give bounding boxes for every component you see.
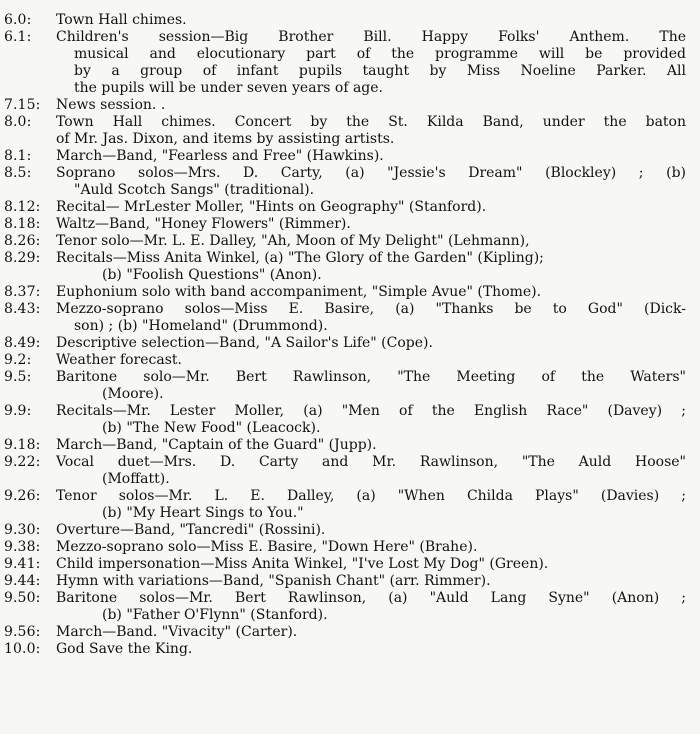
entry-description — [56, 216, 686, 233]
programme-entry — [4, 199, 686, 216]
programme-entry — [4, 488, 686, 522]
entry-line: the pupils will be under seven years of age. — [74, 80, 383, 96]
entry-time: 9.5: — [4, 369, 32, 385]
entry-line: (b) "The New Food" (Leacock). — [102, 420, 321, 436]
entry-line: March—Band, "Captain of the Guard" (Jupp). — [56, 437, 377, 453]
entry-line: Baritone solo—Mr. Bert Rawlinson, "The Meeting of the Waters" — [56, 369, 686, 385]
programme-entry — [4, 369, 686, 403]
entry-description — [56, 369, 686, 403]
entry-line: (b) "Foolish Questions" (Anon). — [102, 267, 322, 283]
programme-entry — [4, 250, 686, 284]
entry-time: 9.26: — [4, 488, 41, 504]
entry-time: 9.44: — [4, 573, 41, 589]
entry-time: 9.18: — [4, 437, 41, 453]
entry-time: 8.5: — [4, 165, 32, 181]
entry-description — [56, 114, 686, 148]
programme-entry — [4, 148, 686, 165]
entry-line: March—Band. "Vivacity" (Carter). — [56, 624, 298, 640]
entry-line: Tenor solo—Mr. L. E. Dalley, "Ah, Moon of My Delight" (Lehmann), — [56, 233, 530, 249]
entry-description — [56, 335, 686, 352]
entry-description — [56, 488, 686, 522]
entry-line: Mezzo-soprano solos—Miss E. Basire, (a) "Thanks be to God" (Dick- — [56, 301, 686, 317]
entry-description — [56, 29, 686, 97]
programme-entry — [4, 114, 686, 148]
entry-description — [56, 250, 686, 284]
entry-description — [56, 233, 686, 250]
entry-line: Overture—Band, "Tancredi" (Rossini). — [56, 522, 326, 538]
programme-entry — [4, 216, 686, 233]
programme-entry — [4, 97, 686, 114]
entry-time: 9.2: — [4, 352, 32, 368]
entry-description — [56, 539, 686, 556]
programme-entry — [4, 29, 686, 97]
entry-line: Waltz—Band, "Honey Flowers" (Rimmer). — [56, 216, 351, 232]
entry-line: Hymn with variations—Band, "Spanish Chant" (arr. Rimmer). — [56, 573, 491, 589]
entry-description — [56, 352, 686, 369]
entry-line: musical and elocutionary part of the programme will be provided — [74, 46, 686, 62]
programme-entry — [4, 454, 686, 488]
entry-time: 9.41: — [4, 556, 41, 572]
entry-description — [56, 97, 686, 114]
entry-line: son) ; (b) "Homeland" (Drummond). — [74, 318, 328, 334]
programme-entry — [4, 301, 686, 335]
entry-line: Recital— MrLester Moller, "Hints on Geography" (Stanford). — [56, 199, 487, 215]
entry-time: 9.22: — [4, 454, 41, 470]
entry-line: March—Band, "Fearless and Free" (Hawkins). — [56, 148, 384, 164]
entry-description — [56, 437, 686, 454]
entry-line: Weather forecast. — [56, 352, 182, 368]
entry-line: (Moore). — [102, 386, 164, 402]
programme-entry — [4, 556, 686, 573]
programme-entry — [4, 165, 686, 199]
entry-line: Vocal duet—Mrs. D. Carty and Mr. Rawlinson, "The Auld Hoose" — [56, 454, 686, 470]
entry-line: Town Hall chimes. Concert by the St. Kilda Band, under the baton — [56, 114, 686, 130]
entry-line: Soprano solos—Mrs. D. Carty, (a) "Jessie's Dream" (Blockley) ; (b) — [56, 165, 686, 181]
entry-line: Euphonium solo with band accompaniment, "Simple Avue" (Thome). — [56, 284, 542, 300]
entry-time: 8.1: — [4, 148, 32, 164]
entry-time: 9.30: — [4, 522, 41, 538]
entry-line: News session. . — [56, 97, 166, 113]
entry-description — [56, 624, 686, 641]
entry-description — [56, 148, 686, 165]
entry-time: 10.0: — [4, 641, 41, 657]
entry-time: 9.9: — [4, 403, 32, 419]
programme-entry — [4, 233, 686, 250]
entry-line: of Mr. Jas. Dixon, and items by assisting artists. — [56, 131, 395, 147]
programme-entry — [4, 522, 686, 539]
entry-time: 6.0: — [4, 12, 32, 28]
entry-time: 8.37: — [4, 284, 41, 300]
programme-entry — [4, 539, 686, 556]
entry-time: 7.15: — [4, 97, 41, 113]
entry-line: Recitals—Mr. Lester Moller, (a) "Men of the English Race" (Davey) ; — [56, 403, 686, 419]
entry-description — [56, 199, 686, 216]
entry-time: 8.26: — [4, 233, 41, 249]
entry-time: 9.50: — [4, 590, 41, 606]
entry-description — [56, 284, 686, 301]
entry-description — [56, 573, 686, 590]
entry-time: 8.0: — [4, 114, 32, 130]
programme-entry — [4, 624, 686, 641]
entry-line: God Save the King. — [56, 641, 193, 657]
entry-description — [56, 590, 686, 624]
entry-time: 8.18: — [4, 216, 41, 232]
entry-time: 9.56: — [4, 624, 41, 640]
entry-line: by a group of infant pupils taught by Miss Noeline Parker. All — [74, 63, 686, 79]
entry-line: Children's session—Big Brother Bill. Happy Folks' Anthem. The — [56, 29, 686, 45]
entry-description — [56, 12, 686, 29]
entry-line: Recitals—Miss Anita Winkel, (a) "The Glory of the Garden" (Kipling); — [56, 250, 544, 266]
entry-description — [56, 403, 686, 437]
programme-list — [4, 12, 686, 658]
programme-entry — [4, 12, 686, 29]
entry-line: (b) "My Heart Sings to You." — [102, 505, 304, 521]
programme-entry — [4, 573, 686, 590]
entry-line: Child impersonation—Miss Anita Winkel, "I've Lost My Dog" (Green). — [56, 556, 549, 572]
entry-line: (b) "Father O'Flynn" (Stanford). — [102, 607, 328, 623]
programme-entry — [4, 641, 686, 658]
entry-time: 8.29: — [4, 250, 41, 266]
programme-entry — [4, 437, 686, 454]
entry-description — [56, 522, 686, 539]
entry-time: 6.1: — [4, 29, 32, 45]
entry-time: 9.38: — [4, 539, 41, 555]
entry-line: "Auld Scotch Sangs" (traditional). — [74, 182, 315, 198]
entry-line: Baritone solos—Mr. Bert Rawlinson, (a) "Auld Lang Syne" (Anon) ; — [56, 590, 686, 606]
programme-entry — [4, 590, 686, 624]
programme-entry — [4, 352, 686, 369]
entry-time: 8.43: — [4, 301, 41, 317]
programme-entry — [4, 284, 686, 301]
entry-line: Tenor solos—Mr. L. E. Dalley, (a) "When Childa Plays" (Davies) ; — [56, 488, 686, 504]
entry-line: (Moffatt). — [102, 471, 170, 487]
entry-line: Mezzo-soprano solo—Miss E. Basire, "Down Here" (Brahe). — [56, 539, 478, 555]
programme-entry — [4, 335, 686, 352]
entry-description — [56, 641, 686, 658]
entry-description — [56, 454, 686, 488]
entry-line: Town Hall chimes. — [56, 12, 187, 28]
programme-entry — [4, 403, 686, 437]
entry-description — [56, 301, 686, 335]
entry-line: Descriptive selection—Band, "A Sailor's Life" (Cope). — [56, 335, 433, 351]
entry-description — [56, 556, 686, 573]
entry-time: 8.49: — [4, 335, 41, 351]
entry-time: 8.12: — [4, 199, 41, 215]
entry-description — [56, 165, 686, 199]
